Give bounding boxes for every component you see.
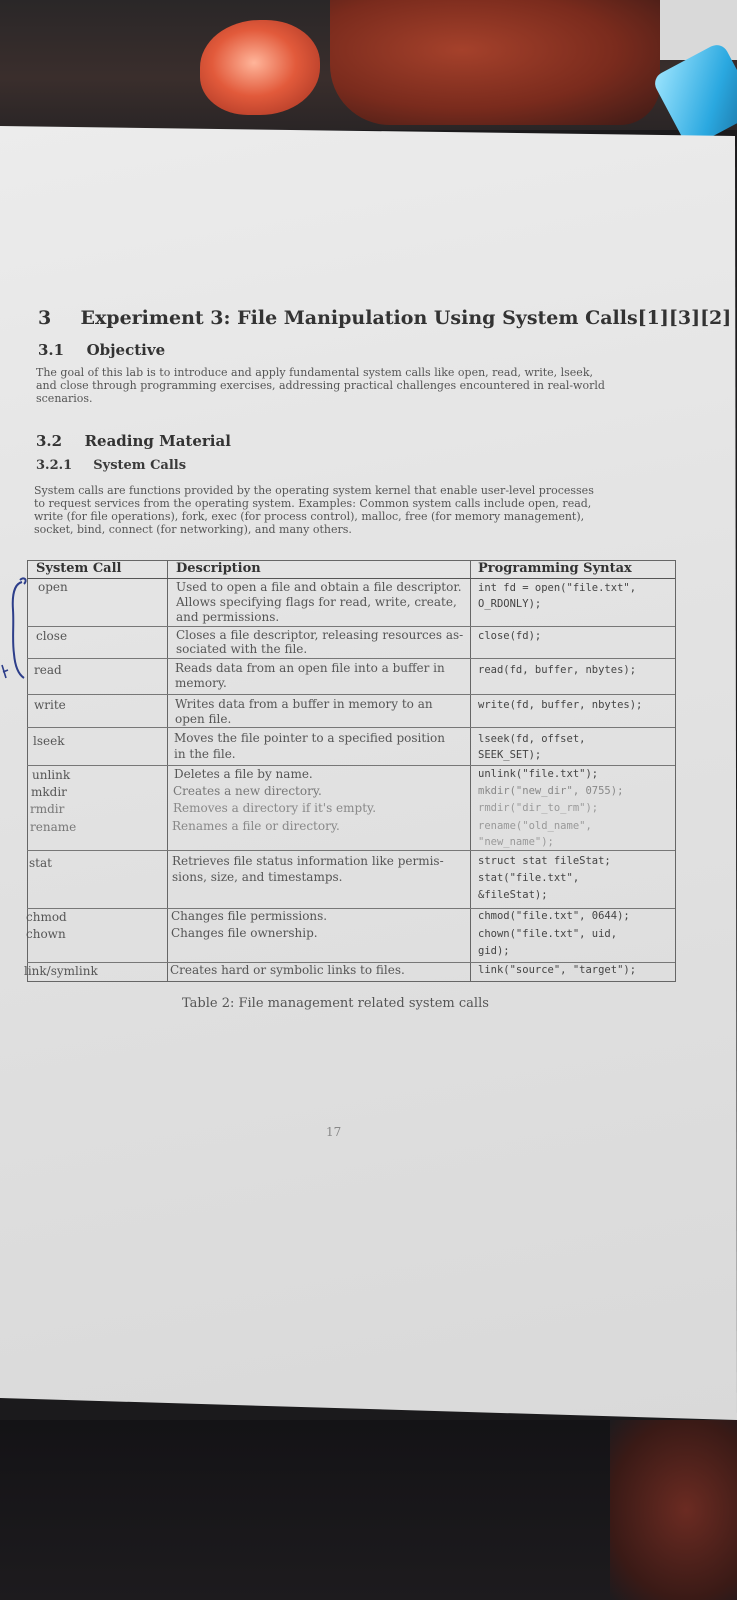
table-cell-syntax: "new_name"); [478,836,554,848]
objective-heading [38,341,165,359]
table-cell-description: and permissions. [176,610,280,624]
table-cell-syntax: chmod("file.txt", 0644); [478,910,630,922]
table-cell-syntax: stat("file.txt", [478,872,580,884]
table-cell-call: mkdir [31,785,67,799]
table-cell-syntax: SEEK_SET); [478,749,542,761]
table-header-syntax: Programming Syntax [478,561,632,576]
table-column-divider [167,560,168,981]
table-row-rule [27,727,675,728]
table-cell-description: Changes file permissions. [171,909,328,923]
objective-number: 3.1 [38,341,65,359]
table-cell-call: rename [30,820,77,834]
table-cell-call: chmod [26,910,67,924]
table-cell-syntax: O_RDONLY); [478,598,542,610]
table-caption: Table 2: File management related system calls [182,996,489,1011]
table-row-rule [27,658,675,659]
table-cell-description: Closes a file descriptor, releasing resources as- [176,628,464,642]
reading-number: 3.2 [36,432,63,450]
table-header-description: Description [176,561,261,576]
table-cell-syntax: chown("file.txt", uid, [478,928,618,940]
subsection-number: 3.2.1 [36,458,73,473]
table-cell-description: Allows specifying flags for read, write, create, [176,595,457,609]
reading-line: write (for file operations), fork, exec (for process control), malloc, free (for memory management), [34,510,585,523]
table-cell-syntax: rename("old_name", [478,820,592,832]
table-cell-syntax: write(fd, buffer, nbytes); [478,699,643,711]
table-cell-syntax: rmdir("dir_to_rm"); [478,802,599,814]
reading-paragraph [34,484,684,536]
table-cell-syntax: unlink("file.txt"); [478,768,599,780]
table-cell-call: stat [29,856,52,870]
table-row-rule [27,908,675,909]
table-cell-description: sociated with the file. [176,642,308,656]
objective-line: scenarios. [36,392,93,405]
table-cell-description: Used to open a file and obtain a file descriptor. [176,580,462,594]
table-header-system-call: System Call [36,561,122,576]
table-column-divider [470,560,471,981]
table-cell-syntax: mkdir("new_dir", 0755); [478,785,624,797]
table-cell-description: Writes data from a buffer in memory to an [175,697,433,711]
table-row-rule [27,850,675,851]
table-cell-description: Renames a file or directory. [172,819,340,833]
table-cell-description: Creates hard or symbolic links to files. [170,963,405,977]
table-cell-call: unlink [32,768,71,782]
reading-heading [36,432,231,450]
table-cell-call: lseek [33,734,65,748]
objective-title: Objective [86,341,166,359]
table-row-rule [27,765,675,766]
reading-line: socket, bind, connect (for networking), and many others. [34,523,352,536]
system-calls-heading [36,458,186,473]
table-cell-syntax: struct stat fileStat; [478,855,611,867]
table-cell-syntax: close(fd); [478,630,542,642]
table-cell-call: write [34,698,66,712]
table-cell-call: link/symlink [24,964,98,978]
table-cell-syntax: int fd = open("file.txt", [478,582,637,594]
table-row-rule [27,626,675,627]
table-cell-description: Deletes a file by name. [174,767,313,781]
table-cell-description: Moves the file pointer to a specified position [174,731,445,745]
table-cell-call: close [36,629,68,643]
table-cell-description: Retrieves file status information like permis- [172,854,444,868]
table-cell-description: Creates a new directory. [173,784,322,798]
reading-line: System calls are functions provided by the operating system kernel that enable user-level processes [34,484,594,497]
table-cell-syntax: lseek(fd, offset, [478,733,586,745]
table-cell-description: Removes a directory if it's empty. [173,801,377,815]
table-cell-description: Changes file ownership. [171,926,318,940]
table-cell-syntax: &fileStat); [478,889,548,901]
objective-line: and close through programming exercises, addressing practical challenges encountered in real-world [36,379,605,392]
table-row-rule [27,694,675,695]
table-cell-description: open file. [175,712,232,726]
table-cell-syntax: gid); [478,945,510,957]
table-cell-syntax: read(fd, buffer, nbytes); [478,664,637,676]
table-cell-syntax: link("source", "target"); [478,964,637,976]
table-cell-description: sions, size, and timestamps. [172,870,343,884]
table-cell-call: read [34,663,62,677]
objective-line: The goal of this lab is to introduce and apply fundamental system calls like open, read, write, lseek, [36,366,593,379]
reading-title: Reading Material [84,432,231,450]
page-number: 17 [326,1125,342,1139]
table-cell-description: Reads data from an open file into a buffer in [175,661,445,675]
pen-bracket-mark [0,570,30,690]
table-cell-call: open [38,580,68,594]
objective-paragraph [36,366,656,405]
reading-line: to request services from the operating system. Examples: Common system calls include open, read, [34,497,592,510]
table-cell-description: memory. [175,676,227,690]
section-number: 3 [38,307,52,329]
section-heading [38,307,731,329]
table-cell-call: chown [26,927,66,941]
section-title: Experiment 3: File Manipulation Using System Calls[1][3][2] [80,307,732,329]
subsection-title: System Calls [93,458,187,473]
table-cell-call: rmdir [30,802,65,816]
table-cell-description: in the file. [174,747,236,761]
table-header-rule [27,578,675,579]
